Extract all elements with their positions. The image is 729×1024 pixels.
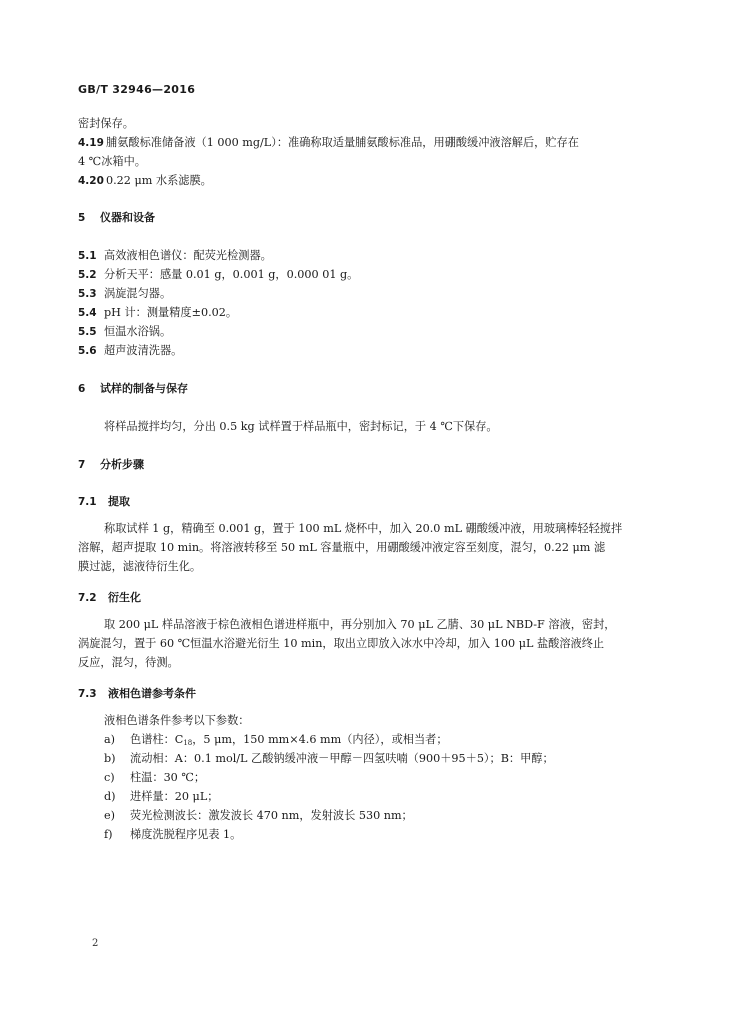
section-number: 5 — [78, 212, 86, 224]
list-label: e) — [104, 809, 115, 822]
section-title: 分析步骤 — [100, 458, 144, 471]
item-number: 4.20 — [78, 175, 104, 187]
item-text: 0.22 μm 水系滤膜。 — [106, 174, 212, 187]
item-text: pH 计：测量精度±0.02。 — [104, 306, 238, 319]
item-5-5 — [78, 324, 171, 340]
section-5-heading — [78, 210, 155, 226]
paragraph-7-2-line: 涡旋混匀，置于 60 ℃恒温水浴避光衍生 10 min，取出立即放入冰水中冷却，加入 100 μL 盐酸溶液终止 — [78, 637, 605, 650]
subsection-title: 液相色谱参考条件 — [108, 687, 196, 700]
list-item-c — [104, 770, 205, 786]
paragraph-7-1-line: 称取试样 1 g，精确至 0.001 g，置于 100 mL 烧杯中，加入 20.0 mL 硼酸缓冲液，用玻璃棒轻轻搅拌 — [104, 522, 623, 535]
standard-header: GB/T 32946—2016 — [78, 83, 196, 96]
item-number: 5.3 — [78, 288, 97, 300]
item-text: 脯氨酸标准储备液（1 000 mg/L）：准确称取适量脯氨酸标准品，用硼酸缓冲液溶解后，贮存在 — [106, 136, 579, 149]
section-title: 试样的制备与保存 — [100, 382, 188, 395]
section-number: 6 — [78, 383, 86, 395]
subscript: 18 — [183, 739, 193, 747]
item-number: 5.5 — [78, 326, 97, 338]
list-label: c) — [104, 771, 115, 784]
item-text: 超声波清洗器。 — [104, 344, 183, 357]
list-item-e — [104, 808, 413, 824]
list-text: 流动相：A：0.1 mol/L 乙酸钠缓冲液－甲醇－四氢呋喃（900＋95＋5）；B：甲醇； — [130, 752, 554, 765]
subsection-title: 提取 — [108, 495, 130, 508]
page-number: 2 — [92, 938, 99, 949]
item-number: 5.2 — [78, 269, 97, 281]
item-text: 高效液相色谱仪：配荧光检测器。 — [104, 249, 272, 262]
list-item-f — [104, 827, 241, 843]
paragraph-7-2-line: 反应，混匀，待测。 — [78, 656, 179, 669]
subsection-title: 衍生化 — [108, 591, 141, 604]
subsection-number: 7.3 — [78, 688, 97, 700]
list-text-pre: 色谱柱：C — [130, 733, 184, 746]
list-text: 进样量：20 μL； — [130, 790, 219, 803]
item-5-4 — [78, 305, 237, 321]
paragraph-7-3-intro: 液相色谱条件参考以下参数： — [104, 714, 250, 727]
item-number: 5.1 — [78, 250, 97, 262]
subsection-number: 7.1 — [78, 496, 97, 508]
item-text: 涡旋混匀器。 — [104, 287, 172, 300]
subsection-number: 7.2 — [78, 592, 97, 604]
item-5-2 — [78, 267, 358, 283]
continuation-line: 密封保存。 — [78, 117, 134, 130]
list-text: 荧光检测波长：激发波长 470 nm，发射波长 530 nm； — [130, 809, 413, 822]
item-text: 分析天平：感量 0.01 g，0.001 g，0.000 01 g。 — [104, 268, 359, 281]
item-4-20 — [78, 173, 212, 189]
subsection-7-3-heading — [78, 686, 196, 702]
paragraph-7-1-line: 膜过滤，滤液待衍生化。 — [78, 560, 202, 573]
list-item-d — [104, 789, 218, 805]
section-6-heading — [78, 381, 188, 397]
list-label: b) — [104, 752, 116, 765]
list-text: 柱温：30 ℃； — [130, 771, 206, 784]
paragraph-6: 将样品搅拌均匀，分出 0.5 kg 试样置于样品瓶中，密封标记，于 4 ℃下保存。 — [104, 420, 498, 433]
list-item-b — [104, 751, 554, 767]
paragraph-7-2-line: 取 200 μL 样品溶液于棕色液相色谱进样瓶中，再分别加入 70 μL 乙腈、30 μL NBD-F 溶液，密封， — [104, 618, 616, 631]
item-number: 4.19 — [78, 137, 104, 149]
item-5-1 — [78, 248, 272, 264]
item-4-19-cont: 4 ℃冰箱中。 — [78, 155, 146, 168]
list-text-post: ，5 μm，150 mm×4.6 mm（内径），或相当者； — [192, 733, 448, 746]
item-5-3 — [78, 286, 171, 302]
list-label: a) — [104, 733, 116, 746]
list-text: 梯度洗脱程序见表 1。 — [130, 828, 242, 841]
list-label: d) — [104, 790, 116, 803]
item-5-6 — [78, 343, 182, 359]
list-label: f) — [104, 828, 113, 841]
section-title: 仪器和设备 — [100, 211, 155, 224]
paragraph-7-1-line: 溶解，超声提取 10 min。将溶液转移至 50 mL 容量瓶中，用硼酸缓冲液定容至刻度，混匀，0.22 μm 滤 — [78, 541, 606, 554]
item-number: 5.4 — [78, 307, 97, 319]
subsection-7-2-heading — [78, 590, 141, 606]
item-text: 恒温水浴锅。 — [104, 325, 172, 338]
item-number: 5.6 — [78, 345, 97, 357]
list-item-a — [104, 732, 448, 751]
section-number: 7 — [78, 459, 86, 471]
subsection-7-1-heading — [78, 494, 130, 510]
item-4-19 — [78, 135, 579, 151]
section-7-heading — [78, 457, 144, 473]
